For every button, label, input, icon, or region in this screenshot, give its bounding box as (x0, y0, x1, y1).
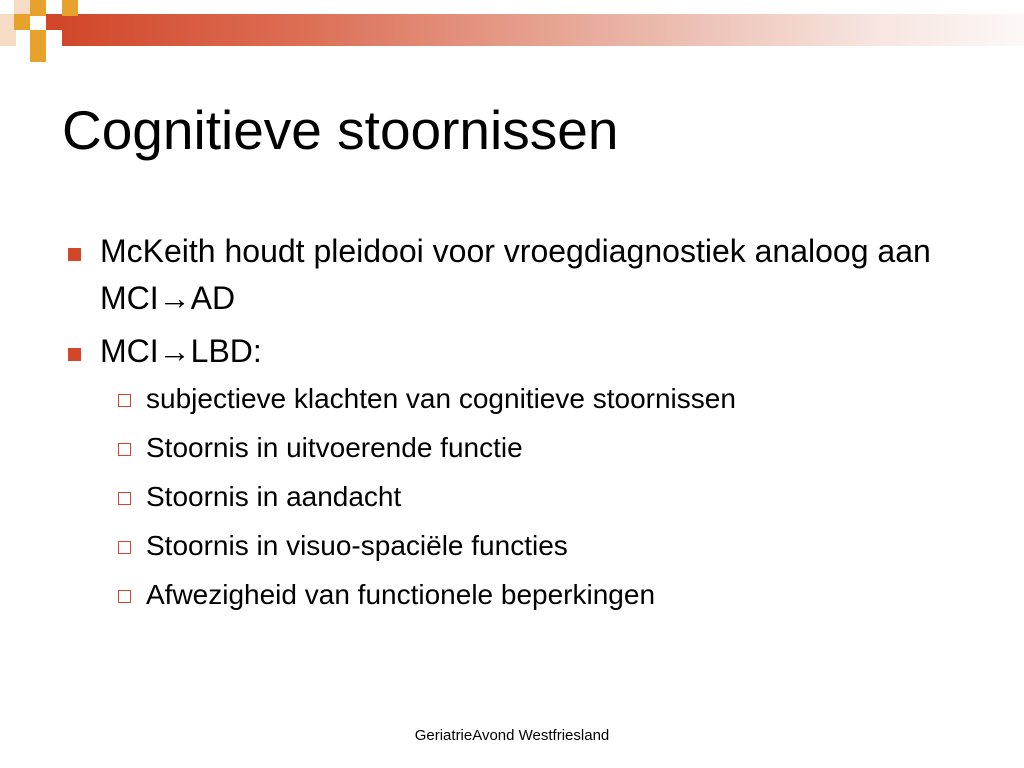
bullet-item (62, 328, 962, 375)
square-bullet-icon (68, 348, 81, 361)
header-square-decoration (14, 14, 30, 30)
sub-bullet-text: Afwezigheid van functionele beperkingen (146, 579, 656, 610)
sub-bullet-text: Stoornis in uitvoerende functie (146, 432, 523, 463)
header-square-decoration (0, 30, 16, 46)
header-square-decoration (62, 0, 78, 16)
hollow-square-bullet-icon (118, 492, 131, 505)
slide-title: Cognitieve stoornissen (62, 99, 619, 161)
sub-bullet-item (62, 430, 962, 465)
sub-bullet-list (62, 381, 962, 612)
square-bullet-icon (68, 248, 81, 261)
sub-bullet-text: subjectieve klachten van cognitieve stoornissen (146, 383, 736, 414)
header-gradient-stripe (62, 14, 1024, 46)
hollow-square-bullet-icon (118, 443, 131, 456)
header-square-decoration (46, 14, 62, 30)
sub-bullet-text: Stoornis in aandacht (146, 481, 402, 512)
sub-bullet-item (62, 528, 962, 563)
bullet-list (62, 228, 962, 626)
sub-bullet-text: Stoornis in visuo-spaciële functies (146, 530, 568, 561)
bullet-text: MCI→LBD: (100, 333, 262, 369)
sub-bullet-item (62, 381, 962, 416)
header-square-decoration (30, 46, 46, 62)
bullet-text: McKeith houdt pleidooi voor vroegdiagnostiek analoog aan MCI→AD (100, 233, 931, 316)
sub-bullet-item (62, 577, 962, 612)
slide-footer: GeriatrieAvond Westfriesland (414, 727, 610, 744)
sub-bullet-item (62, 479, 962, 514)
hollow-square-bullet-icon (118, 394, 131, 407)
bullet-item (62, 228, 962, 322)
header-square-decoration (30, 30, 46, 46)
header-square-decoration (30, 0, 46, 16)
hollow-square-bullet-icon (118, 590, 131, 603)
hollow-square-bullet-icon (118, 541, 131, 554)
